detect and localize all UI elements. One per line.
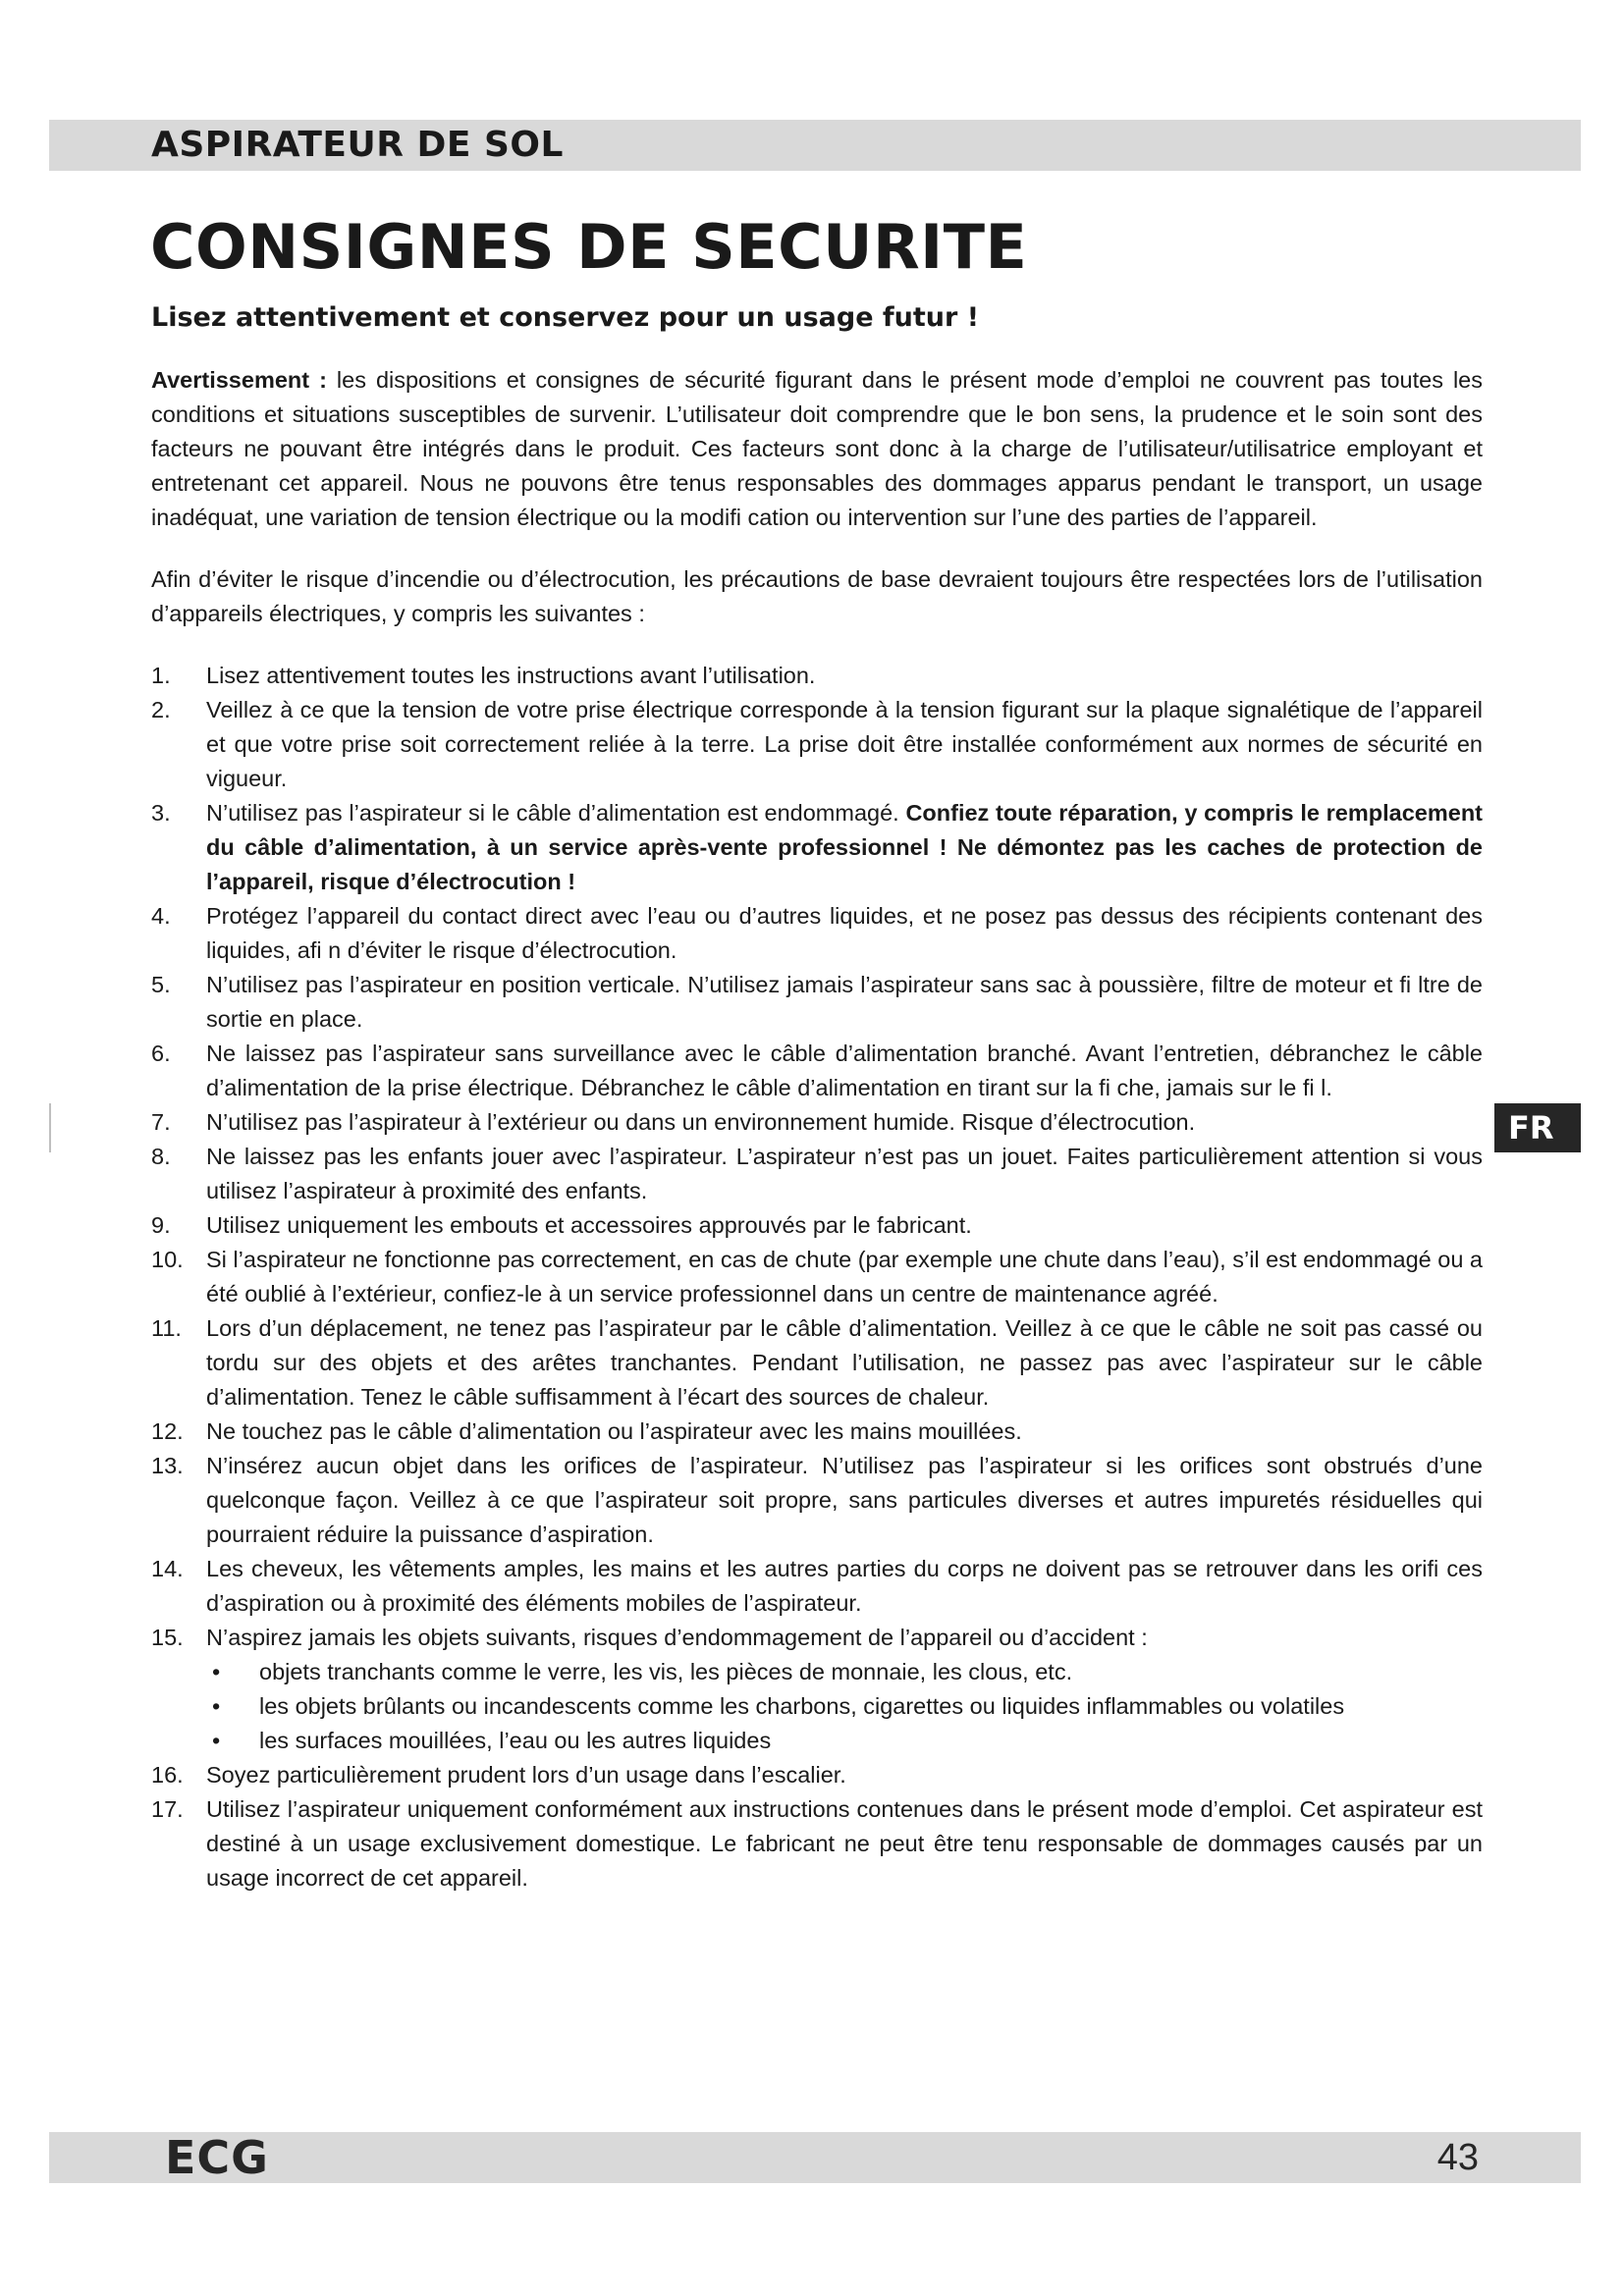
item-text: N’utilisez pas l’aspirateur en position verticale. N’utilisez jamais l’aspirateur sans sac à poussière, filtre de moteur et fi ltre de sortie en place. [206,972,1483,1032]
warning-label: Avertissement : [151,367,327,393]
item-number: 5. [151,972,171,997]
list-item [151,1552,1483,1621]
header-bar [49,120,1581,171]
language-tab: FR [1494,1103,1581,1152]
item-number: 3. [151,800,171,826]
item-number: 15. [151,1625,184,1650]
item-number: 8. [151,1144,171,1169]
page-subtitle: Lisez attentivement et conservez pour un usage futur ! [151,302,980,333]
warning-text: les dispositions et consignes de sécurité figurant dans le présent mode d’emploi ne couvrent pas toutes les conditions et situations susceptibles de survenir. L’utilisateur doit comprendre que le bon sens, la prudence et le soin sont des facteurs ne pouvant être intégrés dans le produit. Ces facteurs sont donc à la charge de l’utilisateur/utilisatrice employant et entretenant cet appareil. Nous ne pouvons être tenus responsables des dommages apparus pendant le transport, un usage inadéquat, une variation de tension électrique ou la modifi cation ou intervention sur l’une des parties de l’appareil. [151,367,1484,530]
item-text: Lors d’un déplacement, ne tenez pas l’aspirateur par le câble d’alimentation. Veillez à ce que le câble ne soit pas cassé ou tordu sur des objets et des arêtes tranchantes. Pendant l’utilisation, ne passez pas avec l’aspirateur sur le câble d’alimentation. Tenez le câble suffisamment à l’écart des sources de chaleur. [206,1315,1483,1410]
item-number: 10. [151,1247,184,1272]
list-item [151,1449,1483,1552]
brand-logo: ECG [165,2131,269,2184]
list-item [151,693,1483,796]
section-title: ASPIRATEUR DE SOL [151,125,564,165]
item-text: Ne laissez pas l’aspirateur sans surveillance avec le câble d’alimentation branché. Avant l’entretien, débranchez le câble d’alimentation de la prise électrique. Débranchez le câble d’alimentation en tirant sur la fi che, jamais sur le fi l. [206,1041,1483,1100]
item-text: Utilisez l’aspirateur uniquement conformément aux instructions contenues dans le présent mode d’emploi. Cet aspirateur est destiné à un usage exclusivement domestique. Le fabricant ne peut être tenu responsable de dommages causés par un usage incorrect de cet appareil. [206,1796,1483,1891]
list-item [151,1311,1483,1415]
item-number: 4. [151,903,171,929]
intro-paragraph: Afin d’éviter le risque d’incendie ou d’électrocution, les précautions de base devraient toujours être respectées lors de l’utilisation d’appareils électriques, y compris les suivantes : [151,566,1483,626]
item-number: 16. [151,1762,184,1788]
item-number: 9. [151,1212,171,1238]
content-body [151,363,1483,1896]
sub-list-item: • objets tranchants comme le verre, les vis, les pièces de monnaie, les clous, etc. [206,1655,1483,1689]
item-text: N’aspirez jamais les objets suivants, risques d’endommagement de l’appareil ou d’accident : [206,1625,1148,1650]
item-text: Protégez l’appareil du contact direct avec l’eau ou d’autres liquides, et ne posez pas dessus des récipients contenant des liquides, afi n d’éviter le risque d’électrocution. [206,903,1483,963]
item-number: 6. [151,1041,171,1066]
sub-list-item: • les surfaces mouillées, l’eau ou les autres liquides [206,1724,1483,1758]
item-bold-text: Confiez toute réparation, y compris le remplacement du câble d’alimentation, à un service après-vente professionnel ! Ne démontez pas les caches de protection de l’appareil, risque d’électrocution ! [206,800,1484,894]
list-item [151,1140,1483,1208]
list-item [151,1758,1483,1792]
item-text: Utilisez uniquement les embouts et accessoires approuvés par le fabricant. [206,1212,972,1238]
item-number: 2. [151,697,171,722]
item-text: Ne touchez pas le câble d’alimentation ou l’aspirateur avec les mains mouillées. [206,1418,1022,1444]
list-item [151,1415,1483,1449]
warning-paragraph [151,363,1483,535]
list-item [151,968,1483,1037]
item-text: Les cheveux, les vêtements amples, les mains et les autres parties du corps ne doivent pas se retrouver dans les orifi ces d’aspiration ou à proximité des éléments mobiles de l’aspirateur. [206,1556,1483,1616]
item-number: 11. [151,1315,182,1341]
item-text: N’insérez aucun objet dans les orifices de l’aspirateur. N’utilisez pas l’aspirateur si les orifices sont obstrués d’une quelconque façon. Veillez à ce que l’aspirateur soit propre, sans particules diverses et autres impuretés résiduelles qui pourraient réduire la puissance d’aspiration. [206,1453,1483,1547]
margin-divider [49,1103,51,1152]
page-title: CONSIGNES DE SECURITE [150,211,1028,283]
list-item [151,659,1483,693]
list-item [151,1792,1483,1896]
item-text: Ne laissez pas les enfants jouer avec l’aspirateur. L’aspirateur n’est pas un jouet. Faites particulièrement attention si vous utilisez l’aspirateur à proximité des enfants. [206,1144,1483,1203]
list-item [151,1208,1483,1243]
list-item [151,1621,1483,1758]
item-text: N’utilisez pas l’aspirateur si le câble d’alimentation est endommagé. [206,800,906,826]
list-item [151,899,1483,968]
sub-list [206,1655,1483,1758]
footer-bar [49,2132,1581,2183]
page-number: 43 [1436,2137,1479,2178]
list-item [151,796,1483,899]
list-item [151,1105,1483,1140]
sub-list-item: • les objets brûlants ou incandescents comme les charbons, cigarettes ou liquides inflammables ou volatiles [206,1689,1483,1724]
item-number: 13. [151,1453,184,1478]
item-text: Veillez à ce que la tension de votre prise électrique corresponde à la tension figurant sur la plaque signalétique de l’appareil et que votre prise soit correctement reliée à la terre. La prise doit être installée conformément aux normes de sécurité en vigueur. [206,697,1483,791]
safety-list [151,659,1483,1896]
list-item [151,1037,1483,1105]
item-text: Soyez particulièrement prudent lors d’un usage dans l’escalier. [206,1762,846,1788]
item-number: 17. [151,1796,184,1822]
item-text: Si l’aspirateur ne fonctionne pas correctement, en cas de chute (par exemple une chute dans l’eau), s’il est endommagé ou a été oublié à l’extérieur, confiez-le à un service professionnel dans un centre de maintenance agréé. [206,1247,1483,1307]
item-number: 1. [151,663,171,688]
item-number: 14. [151,1556,184,1581]
item-number: 12. [151,1418,184,1444]
list-item [151,1243,1483,1311]
item-text: N’utilisez pas l’aspirateur à l’extérieur ou dans un environnement humide. Risque d’électrocution. [206,1109,1196,1135]
item-text: Lisez attentivement toutes les instructions avant l’utilisation. [206,663,816,688]
item-number: 7. [151,1109,171,1135]
